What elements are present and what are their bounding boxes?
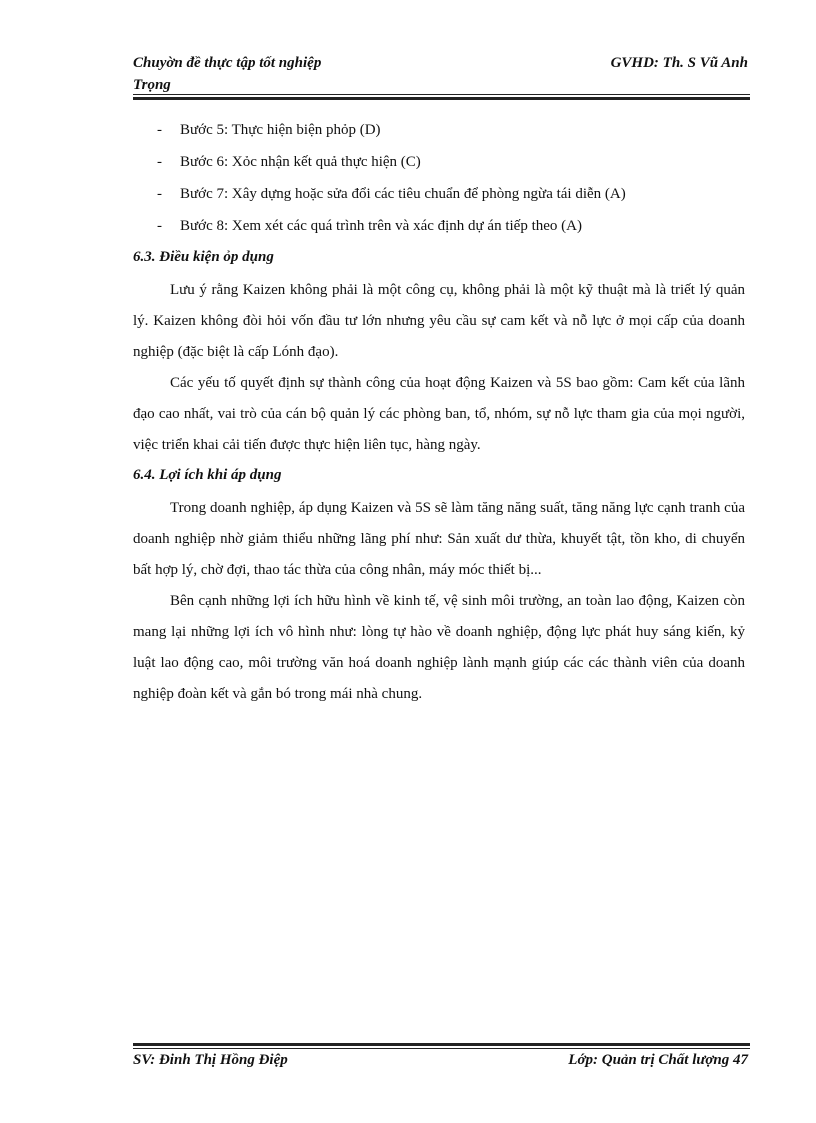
paragraph: Trong doanh nghiệp, áp dụng Kaizen và 5S sẽ làm tăng năng suất, tăng năng lực cạnh tranh của doanh nghiệp nhờ giảm thiểu những lãng phí như: Sản xuất dư thừa, khuyết tật, tồn kho, di chuyển bất hợp lý, chờ đợi, thao tác thừa của công nhân, máy móc thiết bị... — [133, 500, 745, 578]
header-title-line2: Trọng — [133, 77, 171, 93]
page-body — [133, 117, 745, 710]
bullet-dash: - — [157, 186, 162, 202]
paragraph: Các yếu tố quyết định sự thành công của hoạt động Kaizen và 5S bao gồm: Cam kết của lãnh đạo cao nhất, vai trò của cán bộ quản lý các phòng ban, tổ, nhóm, sự nỗ lực tham gia của mọi người, việc triển khai cải tiến được thực hiện liên tục, hàng ngày. — [133, 375, 745, 453]
list-item — [133, 149, 745, 181]
list-item — [133, 213, 745, 245]
list-item-text: Bước 7: Xây dựng hoặc sửa đổi các tiêu chuẩn để phòng ngừa tái diễn (A) — [180, 186, 626, 202]
header-rule-thick — [133, 97, 750, 100]
footer-class: Lớp: Quản trị Chất lượng 47 — [568, 1052, 748, 1068]
bullet-dash: - — [157, 218, 162, 234]
section-heading-6-4: 6.4. Lợi ích khi áp dụng — [133, 467, 282, 483]
list-item — [133, 117, 745, 149]
step-list — [133, 117, 745, 245]
header-rule-thin — [133, 94, 750, 95]
section-heading-6-3: 6.3. Điều kiện ỏp dụng — [133, 249, 274, 265]
bullet-dash: - — [157, 122, 162, 138]
list-item-text: Bước 6: Xỏc nhận kết quả thực hiện (C) — [180, 154, 421, 170]
header-supervisor: GVHD: Th. S Vũ Anh — [610, 55, 748, 71]
footer-student: SV: Đinh Thị Hồng Điệp — [133, 1052, 288, 1068]
footer-rule-thick — [133, 1043, 750, 1046]
paragraph: Bên cạnh những lợi ích hữu hình về kinh tế, vệ sinh môi trường, an toàn lao động, Kaizen còn mang lại những lợi ích vô hình như: lòng tự hào về doanh nghiệp, động lực phát huy sáng kiến, kỷ luật lao động cao, môi trường văn hoá doanh nghiệp lành mạnh giúp các các thành viên của doanh nghiệp đoàn kết và gắn bó trong mái nhà chung. — [133, 593, 745, 702]
list-item-text: Bước 5: Thực hiện biện phỏp (D) — [180, 122, 381, 138]
footer-rule-thin — [133, 1048, 750, 1049]
list-item — [133, 181, 745, 213]
paragraph: Lưu ý rằng Kaizen không phải là một công cụ, không phải là một kỹ thuật mà là triết lý quản lý. Kaizen không đòi hỏi vốn đầu tư lớn nhưng yêu cầu sự cam kết và nỗ lực ở mọi cấp của doanh nghiệp (đặc biệt là cấp Lónh đạo). — [133, 282, 745, 360]
bullet-dash: - — [157, 154, 162, 170]
header-document-title — [133, 52, 393, 96]
list-item-text: Bước 8: Xem xét các quá trình trên và xác định dự án tiếp theo (A) — [180, 218, 582, 234]
header-title-line1: Chuyờn đề thực tập tốt nghiệp — [133, 55, 322, 71]
